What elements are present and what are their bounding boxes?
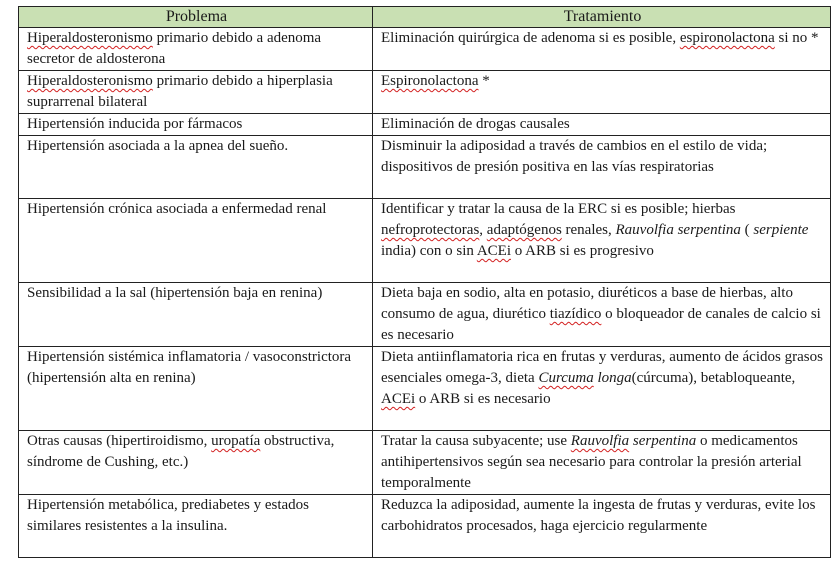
header-treatment: Tratamiento — [373, 7, 831, 28]
text-run: o ARB si es progresivo — [511, 243, 654, 259]
text-run: Hipertensión sistémica inflamatoria / vasoconstrictora (hipertensión alta en renina) — [27, 349, 352, 386]
problem-cell — [19, 199, 373, 283]
treatment-cell — [373, 114, 831, 136]
text-run: ( — [740, 222, 754, 238]
italic-term: longa — [597, 370, 632, 386]
problem-cell — [19, 495, 373, 558]
header-problem: Problema — [19, 7, 373, 28]
problem-cell — [19, 431, 373, 495]
table-row — [19, 199, 831, 283]
text-run: Hipertensión crónica asociada a enfermedad renal — [27, 201, 327, 217]
italic-term: serpiente — [753, 222, 809, 238]
text-run: * — [478, 73, 490, 89]
treatment-cell — [373, 71, 831, 114]
spelling-flag: uropatía — [211, 433, 261, 449]
treatment-cell — [373, 431, 831, 495]
spelling-flag: Hiperaldosteronismo — [27, 73, 153, 89]
table-row — [19, 283, 831, 347]
table-row — [19, 431, 831, 495]
text-run: o medicamentos antihipertensivos según sea necesario para controlar la presión arterial temporalmente — [381, 433, 802, 491]
treatment-cell — [373, 347, 831, 431]
spelling-flag: adaptógenos — [486, 222, 562, 238]
spelling-flag: ACEi — [381, 391, 416, 407]
text-run: si no * — [774, 30, 819, 46]
text-run: Otras causas (hipertiroidismo, — [27, 433, 212, 449]
table-row — [19, 136, 831, 199]
text-run: Hipertensión metabólica, prediabetes y estados similares resistentes a la insulina. — [27, 497, 309, 534]
text-run: Dieta baja en sodio, alta en potasio, diuréticos a base de hierbas, alto consumo de agua, diurético — [381, 285, 793, 322]
problem-cell — [19, 283, 373, 347]
treatment-table — [18, 6, 831, 558]
text-run: primario debido a hiperplasia suprarrenal bilateral — [27, 73, 333, 110]
table-row — [19, 71, 831, 114]
text-run: Hipertensión asociada a la apnea del sueño. — [27, 138, 289, 154]
table-row — [19, 114, 831, 136]
italic-term: serpentina — [632, 433, 697, 449]
spelling-flag: ACEi — [476, 243, 511, 259]
treatment-cell — [373, 136, 831, 199]
text-run: Eliminación quirúrgica de adenoma si es posible, — [381, 30, 680, 46]
italic-term: Curcuma — [538, 370, 594, 386]
text-run: Reduzca la adiposidad, aumente la ingesta de frutas y verduras, evite los carbohidratos procesados, haga ejercicio regularmente — [381, 497, 816, 534]
text-run: obstructiva, síndrome de Cushing, etc.) — [27, 433, 335, 470]
treatment-cell — [373, 283, 831, 347]
header-row — [19, 7, 831, 28]
spelling-flag: nefroprotectoras — [381, 222, 480, 238]
text-run: Eliminación de drogas causales — [381, 116, 570, 132]
italic-term: Rauvolfia serpentina — [615, 222, 741, 238]
text-run: o ARB si es necesario — [415, 391, 551, 407]
text-run: Tratar la causa subyacente; use — [381, 433, 571, 449]
table-row — [19, 495, 831, 558]
problem-cell — [19, 347, 373, 431]
text-run: Sensibilidad a la sal (hipertensión baja en renina) — [27, 285, 323, 301]
table-row — [19, 28, 831, 71]
text-run: Identificar y tratar la causa de la ERC si es posible; hierbas — [381, 201, 736, 217]
table-row — [19, 347, 831, 431]
text-run: (cúrcuma), betabloqueante, — [631, 370, 796, 386]
italic-term: Rauvolfia — [570, 433, 630, 449]
treatment-cell — [373, 28, 831, 71]
spelling-flag: espironolactona — [679, 30, 775, 46]
problem-cell — [19, 71, 373, 114]
text-run: , — [479, 222, 487, 238]
text-run: o bloqueador de canales de calcio si es necesario — [381, 306, 821, 343]
problem-cell — [19, 114, 373, 136]
problem-cell — [19, 28, 373, 71]
spelling-flag: Espironolactona — [381, 73, 479, 89]
problem-cell — [19, 136, 373, 199]
treatment-cell — [373, 199, 831, 283]
text-run: primario debido a adenoma secretor de aldosterona — [27, 30, 322, 67]
spelling-flag: tiazídico — [549, 306, 602, 322]
text-run: Disminuir la adiposidad a través de cambios en el estilo de vida; dispositivos de presión positiva en las vías respiratorias — [381, 138, 768, 175]
text-run: renales, — [561, 222, 616, 238]
spelling-flag: Hiperaldosteronismo — [27, 30, 153, 46]
text-run: Dieta antiinflamatoria rica en frutas y verduras, aumento de ácidos grasos esenciales omega-3, dieta — [381, 349, 823, 386]
text-run: india) con o sin — [381, 243, 477, 259]
treatment-cell — [373, 495, 831, 558]
text-run: Hipertensión inducida por fármacos — [27, 116, 243, 132]
